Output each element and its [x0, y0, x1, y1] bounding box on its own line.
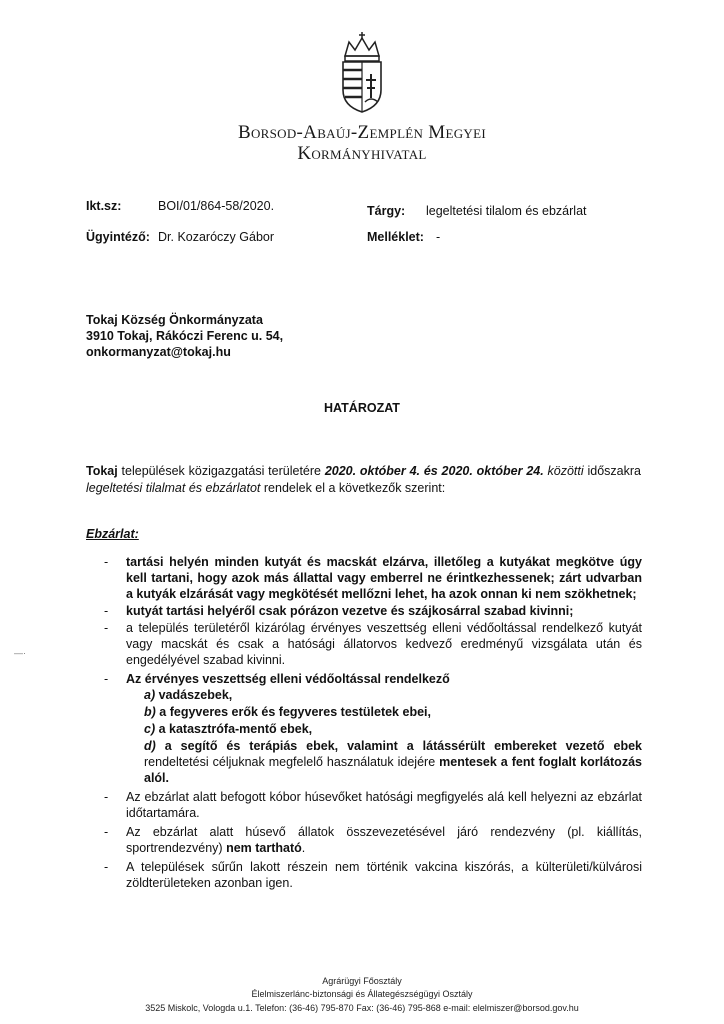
- sublist-text-bold: mentesek a fent foglalt korlátozás alól.: [144, 755, 642, 785]
- intro-dates: 2020. október 4. és 2020. október 24.: [324, 464, 544, 478]
- office-name-line-1: Borsod-Abaúj-Zemplén Megyei: [238, 122, 486, 143]
- coat-of-arms-icon: [335, 32, 389, 114]
- sublist-text: a katasztrófa-mentő ebek,: [155, 722, 313, 736]
- sublist-item: [126, 687, 642, 703]
- list-item-text-bold: nem tartható: [226, 841, 302, 855]
- list-item-text-end: .: [301, 841, 306, 855]
- list-item: [104, 789, 642, 821]
- sublist-label: c): [144, 722, 156, 736]
- list-item-text: Az ebzárlat alatt húsevő állatok összevezetésével járó rendezvény (pl. kiállítás, sportrendezvény): [126, 825, 642, 855]
- intro-settlement: Tokaj: [86, 464, 118, 478]
- intro-text-2: időszakra: [583, 464, 641, 478]
- sublist-text-plain: rendeltetési céljuknak megfelelő használatuk idejére: [144, 755, 440, 769]
- sublist-item: [126, 704, 642, 720]
- intro-kozotti: közötti: [543, 464, 584, 478]
- intro-ban: legeltetési tilalmat és ebzárlatot: [86, 481, 261, 495]
- list-item: [104, 554, 642, 602]
- addressee-address: 3910 Tokaj, Rákóczi Ferenc u. 54,: [86, 329, 284, 343]
- list-item: [104, 603, 642, 619]
- list-item-text: tartási helyén minden kutyát és macskát elzárva, illetőleg a kutyákat megkötve úgy kell tartani, hogy azok más állattal vagy emberrel ne érintkezhessenek; zárt udvarban a kutyák elzárását vagy megkötését mellőzni lehet, ha azok onnan ki nem szökhetnek;: [126, 555, 642, 601]
- sublist-text: a segítő és terápiás ebek, valamint a látássérült embereket vezető ebek: [155, 739, 642, 753]
- iktsz-value: BOI/01/864-58/2020.: [158, 199, 275, 213]
- iktsz-label: Ikt.sz:: [86, 199, 122, 213]
- addressee-name: Tokaj Község Önkormányzata: [86, 313, 263, 327]
- footer-contact: 3525 Miskolc, Vologda u.1. Telefon: (36-46) 795-870 Fax: (36-46) 795-868 e-mail: elelmiszer@borsod.gov.hu: [145, 1003, 579, 1013]
- ugyintezo-value: Dr. Kozaróczy Gábor: [158, 230, 275, 244]
- ugyintezo-label: Ügyintéző:: [86, 230, 150, 244]
- sublist-item: [126, 738, 642, 786]
- list-item-text: Az érvényes veszettség elleni védőoltással rendelkező: [126, 672, 450, 686]
- melleklet-value: -: [436, 230, 441, 244]
- margin-mark: —·: [14, 648, 26, 658]
- office-name-line-2: Kormányhivatal: [297, 143, 427, 164]
- sublist-item: [126, 721, 642, 737]
- list-item-text: A települések sűrűn lakott részein nem történik vakcina kiszórás, a külterületi/külvárosi zöldterületeken azonban igen.: [126, 860, 642, 890]
- list-dash: -: [104, 672, 109, 686]
- sublist-text: a fegyveres erők és fegyveres testületek ebei,: [155, 705, 431, 719]
- list-dash: -: [104, 825, 109, 839]
- list-item-text: kutyát tartási helyéről csak pórázon vezetve és szájkosárral szabad kivinni;: [126, 604, 574, 618]
- footer-division: Élelmiszerlánc-biztonsági és Állategészségügyi Osztály: [251, 989, 473, 999]
- melleklet-label: Melléklet:: [367, 230, 424, 244]
- list-item: [104, 824, 642, 856]
- exemption-sublist: [126, 687, 642, 786]
- list-item: [104, 671, 642, 786]
- footer-department: Agrárügyi Főosztály: [322, 976, 402, 986]
- intro-paragraph: [86, 463, 641, 497]
- list-item: [104, 620, 642, 668]
- list-item-text: a település területéről kizárólag érvényes veszettség elleni védőoltással rendelkező kutyát vagy macskát és csak a hatósági állatorvos kedvező eredményű vizsgálata után és engedélyével szabad kivinni.: [126, 621, 642, 667]
- addressee-block: [86, 312, 283, 360]
- intro-text-3: rendelek el a következők szerint:: [260, 481, 446, 495]
- list-dash: -: [104, 604, 109, 618]
- targy-value: legeltetési tilalom és ebzárlat: [426, 204, 587, 218]
- list-item: [104, 859, 642, 891]
- list-dash: -: [104, 860, 109, 874]
- targy-label: Tárgy:: [367, 204, 406, 218]
- list-dash: -: [104, 621, 109, 635]
- list-dash: -: [104, 555, 109, 569]
- addressee-email: onkormanyzat@tokaj.hu: [86, 345, 231, 359]
- intro-text-1: települések közigazgatási területére: [117, 464, 325, 478]
- sublist-label: d): [144, 739, 156, 753]
- section-heading-ebzarlat: Ebzárlat:: [86, 527, 139, 541]
- document-title: HATÁROZAT: [324, 401, 400, 415]
- list-item-text: Az ebzárlat alatt befogott kóbor húsevőket hatósági megfigyelés alá kell helyezni az ebzárlat időtartamára.: [126, 790, 642, 820]
- list-dash: -: [104, 790, 109, 804]
- sublist-label: a): [144, 688, 156, 702]
- sublist-text: vadászebek,: [155, 688, 233, 702]
- rules-list: [104, 554, 642, 892]
- sublist-label: b): [144, 705, 156, 719]
